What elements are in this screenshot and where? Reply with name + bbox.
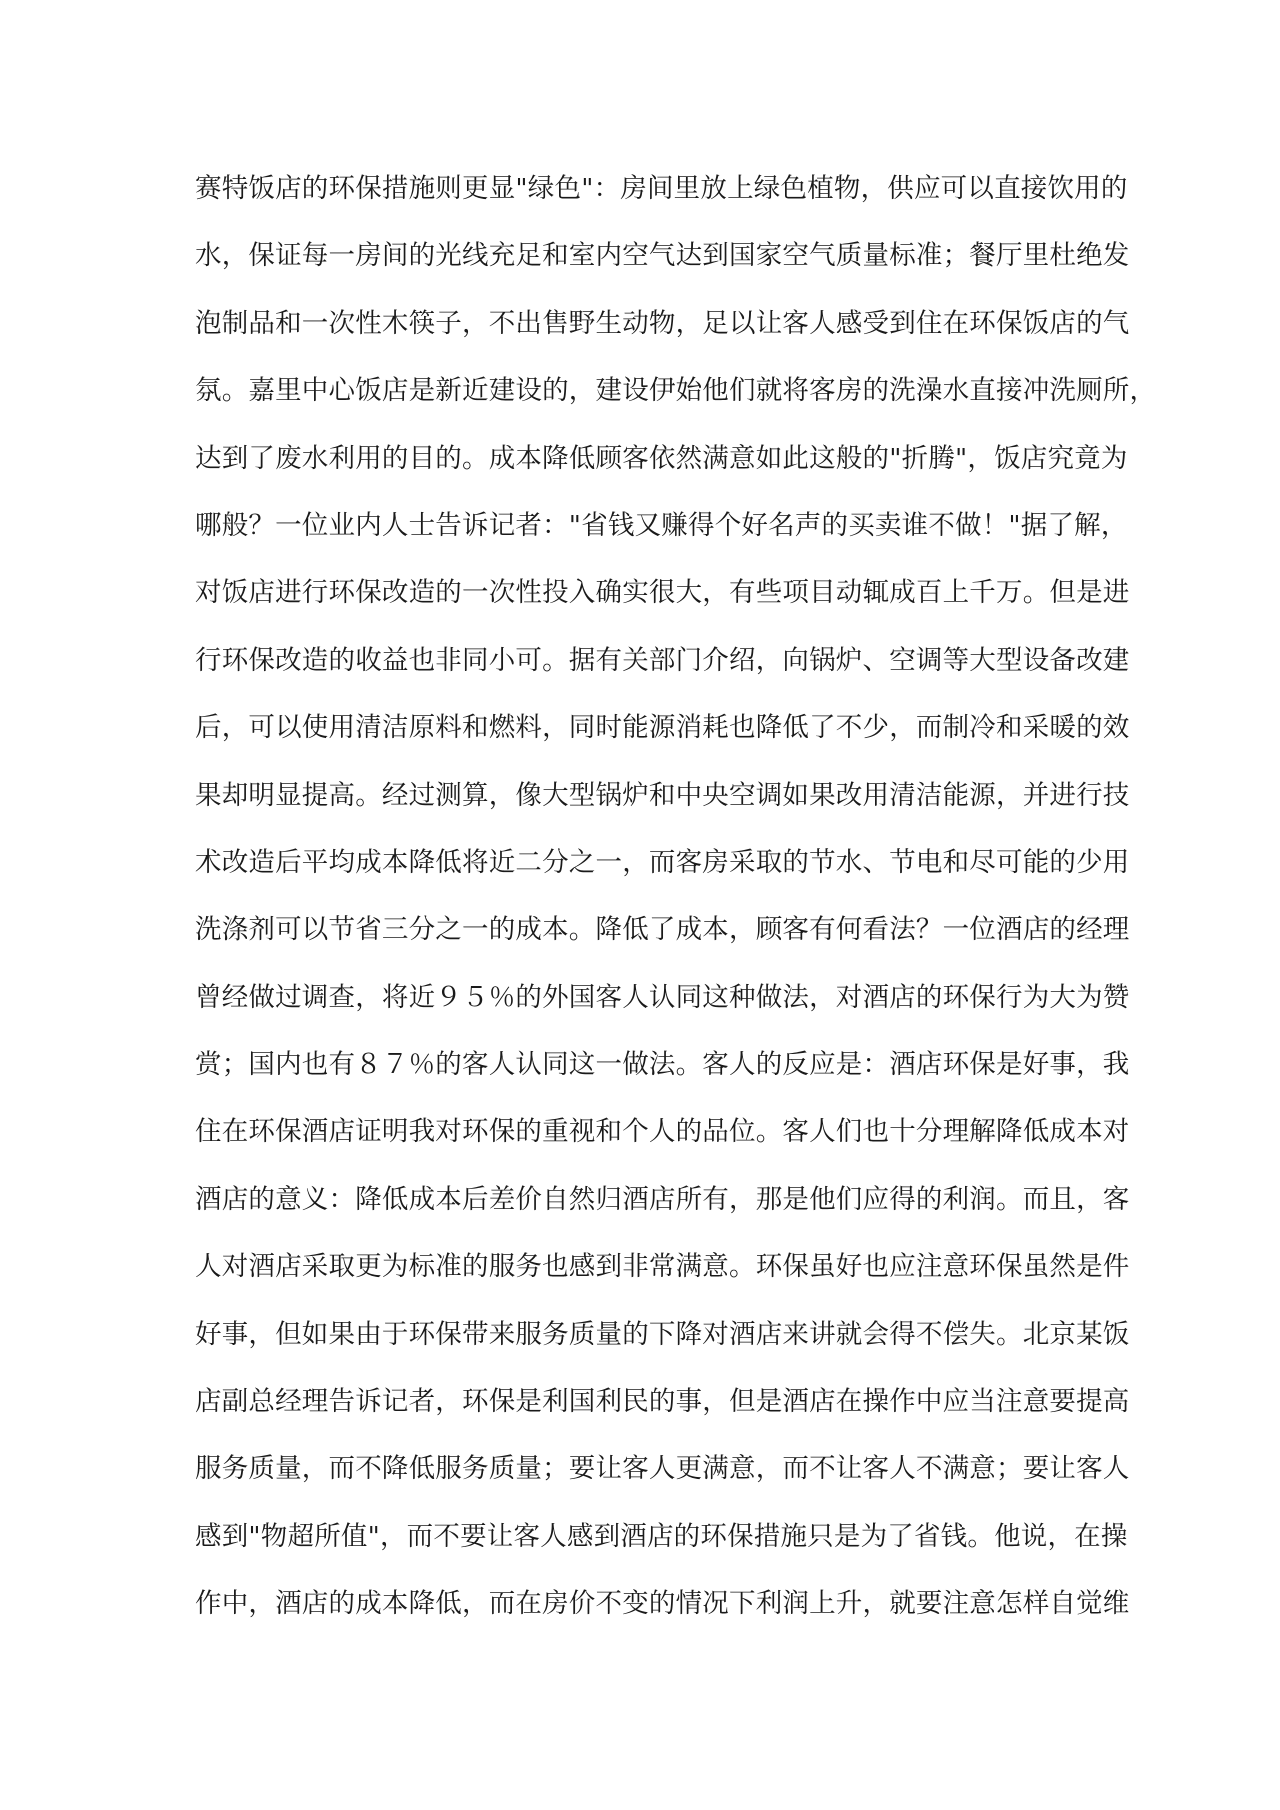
text-line: 氛。嘉里中心饭店是新近建设的，建设伊始他们就将客房的洗澡水直接冲洗厕所， [195,375,1157,407]
text-line: 酒店的意义：降低成本后差价自然归酒店所有，那是他们应得的利润。而且，客 [195,1183,1130,1215]
text-line: 住在环保酒店证明我对环保的重视和个人的品位。客人们也十分理解降低成本对 [195,1116,1130,1148]
text-line: 好事，但如果由于环保带来服务质量的下降对酒店来讲就会得不偿失。北京某饭 [195,1318,1130,1350]
text-line: 水，保证每一房间的光线充足和室内空气达到国家空气质量标准；餐厅里杜绝发 [195,240,1130,272]
text-line: 泡制品和一次性木筷子，不出售野生动物，足以让客人感受到住在环保饭店的气 [195,307,1130,339]
text-line: 曾经做过调查，将近９５％的外国客人认同这种做法，对酒店的环保行为大为赞 [195,981,1130,1013]
text-line: 服务质量，而不降低服务质量；要让客人更满意，而不让客人不满意；要让客人 [195,1453,1130,1485]
text-line: 赛特饭店的环保措施则更显"绿色"：房间里放上绿色植物，供应可以直接饮用的 [195,173,1128,204]
text-line: 哪般？一位业内人士告诉记者："省钱又赚得个好名声的买卖谁不做！"据了解， [195,509,1128,541]
text-line: 术改造后平均成本降低将近二分之一，而客房采取的节水、节电和尽可能的少用 [195,846,1130,878]
text-line: 洗涤剂可以节省三分之一的成本。降低了成本，顾客有何看法？一位酒店的经理 [195,914,1130,946]
text-line: 果却明显提高。经过测算，像大型锅炉和中央空调如果改用清洁能源，并进行技 [195,779,1130,811]
text-line: 行环保改造的收益也非同小可。据有关部门介绍，向锅炉、空调等大型设备改建 [195,644,1130,676]
text-line: 感到"物超所值"，而不要让客人感到酒店的环保措施只是为了省钱。他说，在操 [195,1520,1128,1552]
text-line: 赏；国内也有８７％的客人认同这一做法。客人的反应是：酒店环保是好事，我 [195,1049,1130,1081]
text-line: 后，可以使用清洁原料和燃料，同时能源消耗也降低了不少，而制冷和采暖的效 [195,712,1130,744]
text-line: 对饭店进行环保改造的一次性投入确实很大，有些项目动辄成百上千万。但是进 [195,577,1130,609]
text-line: 作中，酒店的成本降低，而在房价不变的情况下利润上升，就要注意怎样自觉维 [195,1588,1130,1620]
body-paragraph [195,168,1157,1651]
text-line: 人对酒店采取更为标准的服务也感到非常满意。环保虽好也应注意环保虽然是件 [195,1251,1130,1283]
text-line: 店副总经理告诉记者，环保是利国利民的事，但是酒店在操作中应当注意要提高 [195,1386,1130,1418]
text-line: 达到了废水利用的目的。成本降低顾客依然满意如此这般的"折腾"，饭店究竟为 [195,442,1128,474]
